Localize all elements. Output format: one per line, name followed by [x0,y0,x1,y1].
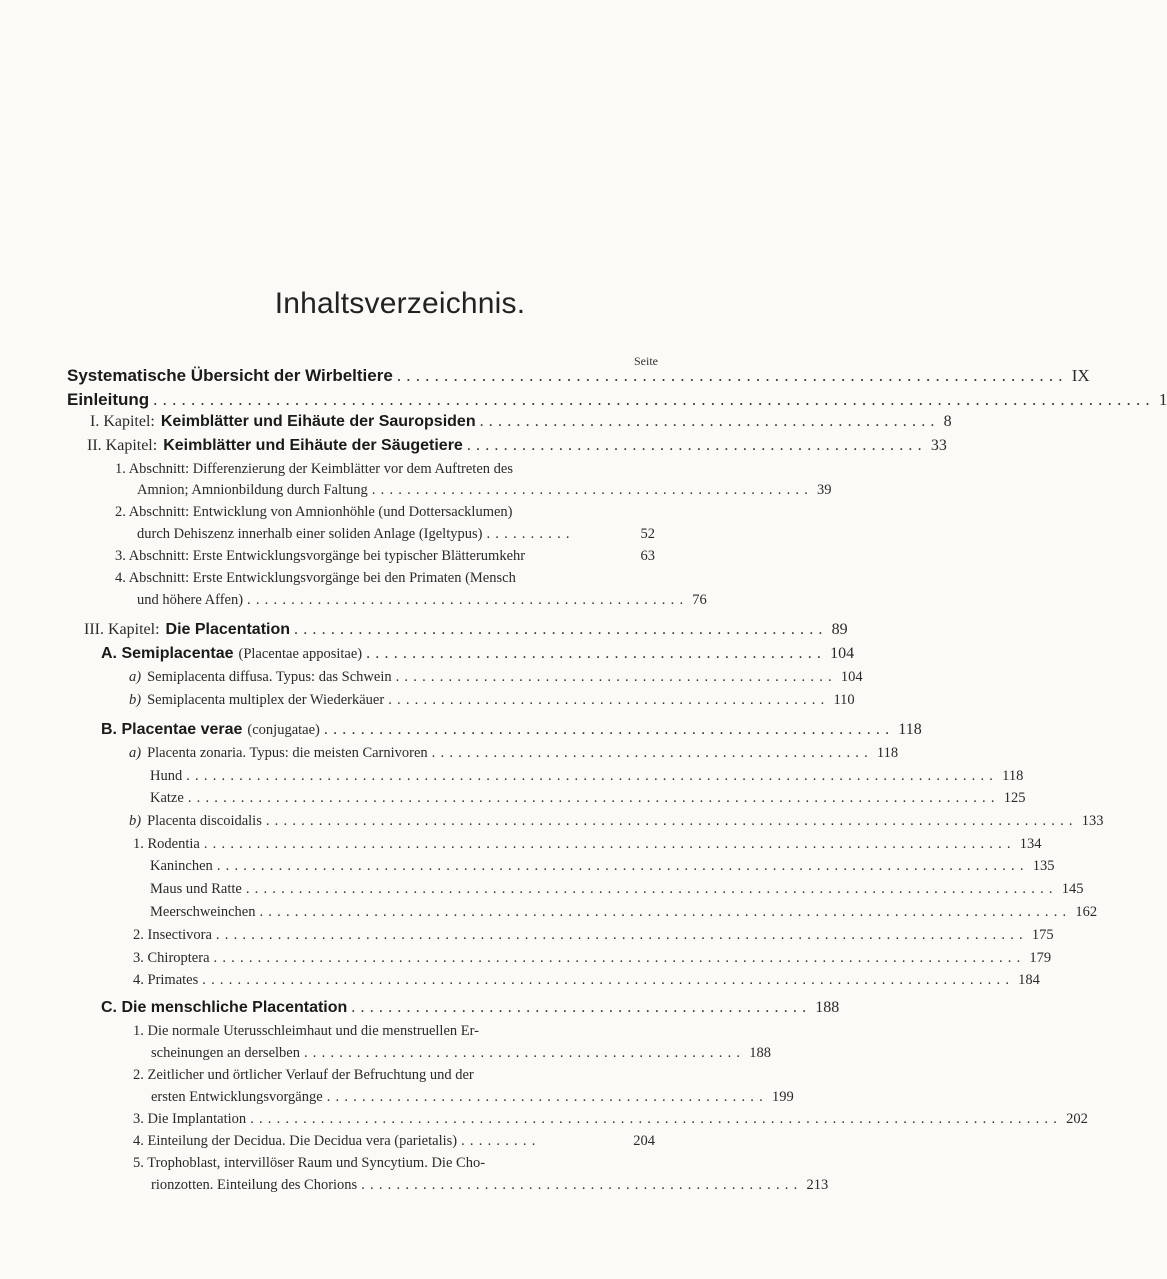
entry-label: Semiplacenta diffusa. Typus: das Schwein [147,669,392,685]
toc-entry-b-a[interactable] [129,745,899,762]
toc-entry-rodentia[interactable] [133,836,1042,853]
leader-dots: .......................................................... [294,621,828,638]
page-number: 33 [930,437,947,454]
leader-dots: ......... [461,1133,541,1149]
leader-dots: ....................................................................... [396,366,1068,385]
leader-dots: .............................................................. [323,721,895,738]
entry-label: Placenta zonaria. Typus: die meisten Carnivoren [147,745,428,761]
chapter-prefix: II. Kapitel: [87,437,158,454]
toc-entry-chiroptera[interactable] [133,950,1052,967]
toc-entry-chapter-3[interactable] [84,621,848,639]
page-number: 135 [1032,858,1055,874]
entry-label: Systematische Übersicht der Wirbeltiere [67,366,393,385]
page-number: 118 [898,721,922,738]
entry-label: 4. Primates [133,972,199,988]
page-number: 179 [1029,950,1052,966]
leader-dots: ............................................................................................ [202,972,1015,988]
toc-entry-c-3[interactable] [133,1111,1088,1128]
entry-marker: a) [129,669,142,685]
toc-entry-abschnitt-3[interactable] [115,548,655,565]
leader-dots: .......................................................................................................... [153,390,1155,409]
entry-label: 3. Abschnitt: Erste Entwicklungsvorgänge bei typischer Blätterumkehr [115,548,526,564]
entry-marker: a) [129,745,142,761]
leader-dots: ............................................................................................ [203,836,1016,852]
leader-dots: ............................................................................................ [245,881,1058,897]
toc-entry-chapter-2[interactable] [87,437,947,455]
entry-label: Semiplacenta multiplex der Wiederkäuer [147,692,385,708]
toc-entry-a-a[interactable] [129,669,863,686]
entry-marker: b) [129,813,142,829]
page-number: 125 [1003,790,1026,806]
page-number: 202 [1066,1111,1088,1127]
page-number: 76 [692,592,707,608]
entry-label: Placenta discoidalis [147,813,262,829]
leader-dots: .................................................. [466,437,927,454]
toc-entry-abschnitt-4[interactable] [137,592,707,609]
entry-label: 1. Rodentia [133,836,200,852]
leader-dots: .................................................. [247,592,689,608]
page-number: 104 [830,645,855,662]
entry-label: Amnion; Amnionbildung durch Faltung [137,482,368,498]
toc-entry-c-4[interactable] [133,1133,655,1150]
toc-entry-maus-ratte[interactable] [150,881,1084,898]
entry-label: 4. Einteilung der Decidua. Die Decidua vera (parietalis) [133,1133,458,1149]
page-column-header: Seite [634,354,658,368]
entry-label: ersten Entwicklungsvorgänge [151,1089,323,1105]
entry-label: Einleitung [67,390,150,409]
entry-line: 1. Abschnitt: Differenzierung der Keimblätter vor dem Auftreten des [115,461,513,477]
entry-label: durch Dehiszenz innerhalb einer soliden Anlage (Igeltypus) [137,526,483,542]
toc-entry-abschnitt-2[interactable] [137,526,655,543]
page-number: IX [1071,366,1090,385]
leader-dots: .......... [486,526,575,542]
entry-line: 4. Abschnitt: Erste Entwicklungsvorgänge bei den Primaten (Mensch [115,570,516,586]
entry-label: und höhere Affen) [137,592,244,608]
page-number: 213 [806,1177,829,1193]
leader-dots: .................................................. [371,482,814,498]
entry-label: Meerschweinchen [150,904,256,920]
page-number: 1 [1158,390,1167,409]
chapter-prefix: I. Kapitel: [90,413,155,430]
leader-dots: .................................................. [303,1045,746,1061]
toc-entry-primates[interactable] [133,972,1040,989]
entry-marker: b) [129,692,142,708]
entry-label: (conjugatae) [247,722,320,738]
entry-label: Maus und Ratte [150,881,242,897]
leader-dots: ............................................................................................ [250,1111,1063,1127]
toc-entry-katze[interactable] [150,790,1026,807]
toc-entry-b-b[interactable] [129,813,1104,830]
entry-label: 3. Chiroptera [133,950,210,966]
page-number: 63 [640,548,655,564]
entry-label: Katze [150,790,184,806]
toc-entry-introduction[interactable] [67,390,1167,410]
leader-dots: ............................................................................................ [215,927,1028,943]
toc-entry-a-b[interactable] [129,692,855,709]
page-number: 110 [833,692,855,708]
toc-entry-overview[interactable] [67,366,1090,386]
entry-label: Die Placentation [165,621,291,638]
toc-entry-c-2[interactable] [151,1089,794,1106]
page-number: 104 [840,669,863,685]
leader-dots: ............................................................................................ [216,858,1029,874]
entry-line: 5. Trophoblast, intervillöser Raum und Syncytium. Die Cho- [133,1155,486,1171]
page-number: 118 [1002,768,1024,784]
page-number: 89 [831,621,848,638]
toc-entry-section-b[interactable] [101,721,922,739]
toc-entry-meerschweinchen[interactable] [150,904,1098,921]
leader-dots: .................................................. [326,1089,768,1105]
entry-line: 1. Die normale Uterusschleimhaut und die menstruellen Er- [133,1023,479,1039]
leader-dots: ............................................................................................ [265,813,1078,829]
page-number: 175 [1031,927,1054,943]
toc-entry-section-a[interactable] [101,645,855,663]
page-number: 145 [1061,881,1084,897]
page-number: 39 [817,482,832,498]
entry-label: Kaninchen [150,858,213,874]
chapter-prefix: III. Kapitel: [84,621,160,638]
entry-label: (Placentae appositae) [238,646,363,662]
leader-dots: .................................................. [388,692,830,708]
toc-entry-hund[interactable] [150,768,1024,785]
toc-entry-insectivora[interactable] [133,927,1054,944]
page-number: 188 [815,999,840,1016]
leader-dots: ............................................................................................ [213,950,1026,966]
leader-dots: ............................................................................................ [187,790,1000,806]
page-number: 184 [1018,972,1040,988]
toc-entry-section-c[interactable] [101,999,840,1017]
page-number: 162 [1075,904,1098,920]
section-heading: B. Placentae verae [101,721,243,738]
leader-dots: .................................................. [395,669,837,685]
section-heading: C. Die menschliche Placentation [101,999,348,1016]
entry-label: Hund [150,768,183,784]
entry-line: 2. Zeitlicher und örtlicher Verlauf der Befruchtung und der [133,1067,474,1083]
page-number: 8 [943,413,952,430]
entry-label: Keimblätter und Eihäute der Sauropsiden [160,413,476,430]
entry-label: Keimblätter und Eihäute der Säugetiere [163,437,463,454]
page-number: 134 [1019,836,1042,852]
leader-dots: .................................................. [479,413,940,430]
entry-label: rionzotten. Einteilung des Chorions [151,1177,358,1193]
leader-dots: ............................................................................................ [186,768,999,784]
leader-dots: .................................................. [351,999,812,1016]
section-heading: A. Semiplacentae [101,645,234,662]
page-number: 204 [633,1133,655,1149]
page-number: 52 [640,526,655,542]
toc-entry-c-1[interactable] [151,1045,771,1062]
leader-dots: .................................................. [366,645,827,662]
toc-entry-abschnitt-1[interactable] [137,482,832,499]
leader-dots: .................................................. [431,745,873,761]
entry-label: scheinungen an derselben [151,1045,300,1061]
page-number: 133 [1081,813,1104,829]
leader-dots: ............................................................................................ [259,904,1072,920]
page-number: 118 [876,745,899,761]
toc-entry-chapter-1[interactable] [90,413,952,431]
entry-label: 2. Insectivora [133,927,212,943]
entry-label: 3. Die Implantation [133,1111,247,1127]
entry-line: 2. Abschnitt: Entwicklung von Amnionhöhle (und Dottersacklumen) [115,504,513,520]
page-title: Inhaltsverzeichnis. [274,287,526,320]
leader-dots: .................................................. [361,1177,803,1193]
toc-entry-kaninchen[interactable] [150,858,1055,875]
page-number: 199 [771,1089,794,1105]
toc-entry-c-5[interactable] [151,1177,829,1194]
page-number: 188 [749,1045,771,1061]
